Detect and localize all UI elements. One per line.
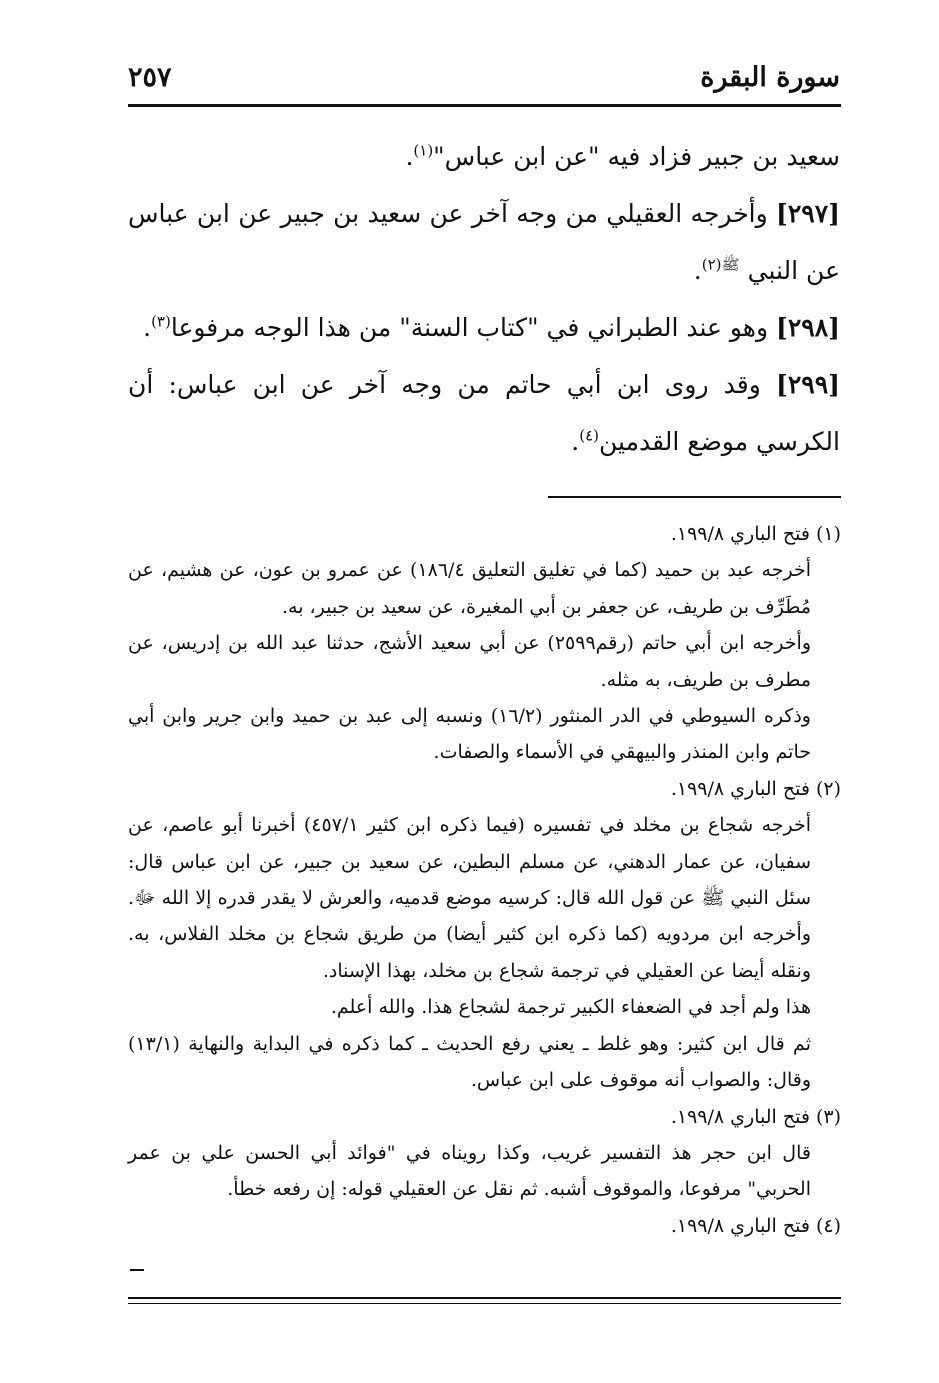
footnote-1-label: (١) فتح الباري ١٩٩/٨. [670, 523, 841, 545]
hadith-number: [٢٩٩] [776, 370, 840, 399]
paragraph-text: وهو عند الطبراني في "كتاب السنة" من هذا الوجه مرفوعا [170, 313, 777, 342]
footnote-2-text: ثم قال ابن كثير: وهو غلط ـ يعني رفع الحديث ـ كما ذكره في البداية والنهاية (١٣/١) وقال: والصواب أنه موقوف على ابن عباس. [128, 1032, 811, 1092]
paragraph-end: . [571, 427, 580, 456]
footnote-2-text: أخرجه شجاع بن مخلد في تفسيره (فيما ذكره ابن كثير ٤٥٧/١) أخبرنا أبو عاصم، عن سفيان، عن عمار الدهني، عن مسلم البطين، عن سعيد بن جبير، عن ابن عباس قال: سئل النبي ﷺ عن قول الله قال: كرسيه موضع قدميه، والعرش لا يقدر قدره إلا الله ﷻ. وأخرجه ابن مردويه (كما ذكره ابن كثير أيضا) من طريق شجاع بن مخلد الفلاس، به. ونقله أيضا عن العقيلي في ترجمة شجاع بن مخلد، بهذا الإسناد. [128, 814, 812, 982]
footnote-ref-2: (٢) [701, 255, 722, 274]
paragraph-end: . [405, 142, 414, 171]
footnote-1-text: وأخرجه ابن أبي حاتم (رقم٢٥٩٩) عن أبي سعيد الأشج، حدثنا عبد الله بن إدريس، عن مطرف بن طريف، به مثله. [128, 632, 811, 691]
running-header [128, 60, 840, 100]
footnote-1-text: وذكره السيوطي في الدر المنثور (١٦/٢) ونسبه إلى عبد بن حميد وابن جرير وابن أبي حاتم وابن المنذر والبيهقي في الأسماء والصفات. [128, 705, 811, 764]
bottom-rule-thin [128, 1303, 841, 1304]
footnote-2-label: (٢) فتح الباري ١٩٩/٨. [670, 777, 841, 800]
footnote-1-text: أخرجه عبد بن حميد (كما في تغليق التعليق ١٨٦/٤) عن عمرو بن عون، عن هشيم، عن مُطَرِّف بن طريف، عن جعفر بن أبي المغيرة، عن سعيد بن جبير، به. [128, 559, 811, 618]
honorific-glyph: ﷺ [721, 255, 740, 274]
footnote-4-label: (٤) فتح الباري ١٩٩/٨. [670, 1214, 841, 1237]
paragraph-text: سعيد بن جبير فزاد فيه "عن ابن عباس" [433, 142, 840, 171]
footnote-ref-3: (٣) [151, 312, 171, 331]
page-number: ٢٥٧ [128, 62, 172, 93]
footnote-separator [548, 496, 841, 498]
footnote-3-label: (٣) فتح الباري ١٩٩/٨. [670, 1105, 841, 1128]
footnote-3-text: قال ابن حجر هذ التفسير غريب، وكذا رويناه في "فوائد أبي الحسن علي بن عمر الحربي" مرفوعا، والموقوف أشبه. ثم نقل عن العقيلي قوله: إن رفعه خطأ. [128, 1141, 811, 1201]
hadith-number: [٢٩٨] [776, 313, 840, 342]
header-rule [128, 104, 841, 107]
paragraph-299 [128, 356, 840, 470]
hadith-number: [٢٩٧] [776, 199, 840, 228]
surah-title: سورة البقرة [700, 62, 840, 93]
footnotes [128, 516, 841, 1244]
paragraph-end: . [693, 256, 702, 285]
paragraph-text: وأخرجه العقيلي من وجه آخر عن سعيد بن جبير عن ابن عباس عن النبي [128, 199, 840, 285]
paragraph-298 [128, 299, 840, 356]
margin-mark [130, 1269, 144, 1271]
main-text [128, 128, 840, 470]
footnote-2-text: هذا ولم أجد في الضعفاء الكبير ترجمة لشجاع هذا. والله أعلم. [330, 996, 811, 1019]
footnote-ref-1: (١) [413, 141, 434, 160]
paragraph-1 [128, 128, 840, 185]
bottom-rule [128, 1297, 841, 1299]
paragraph-end: . [143, 313, 152, 342]
paragraph-297 [128, 185, 840, 299]
footnote-ref-4: (٤) [579, 426, 600, 445]
paragraph-text: وقد روى ابن أبي حاتم من وجه آخر عن ابن عباس: أن الكرسي موضع القدمين [128, 370, 840, 456]
